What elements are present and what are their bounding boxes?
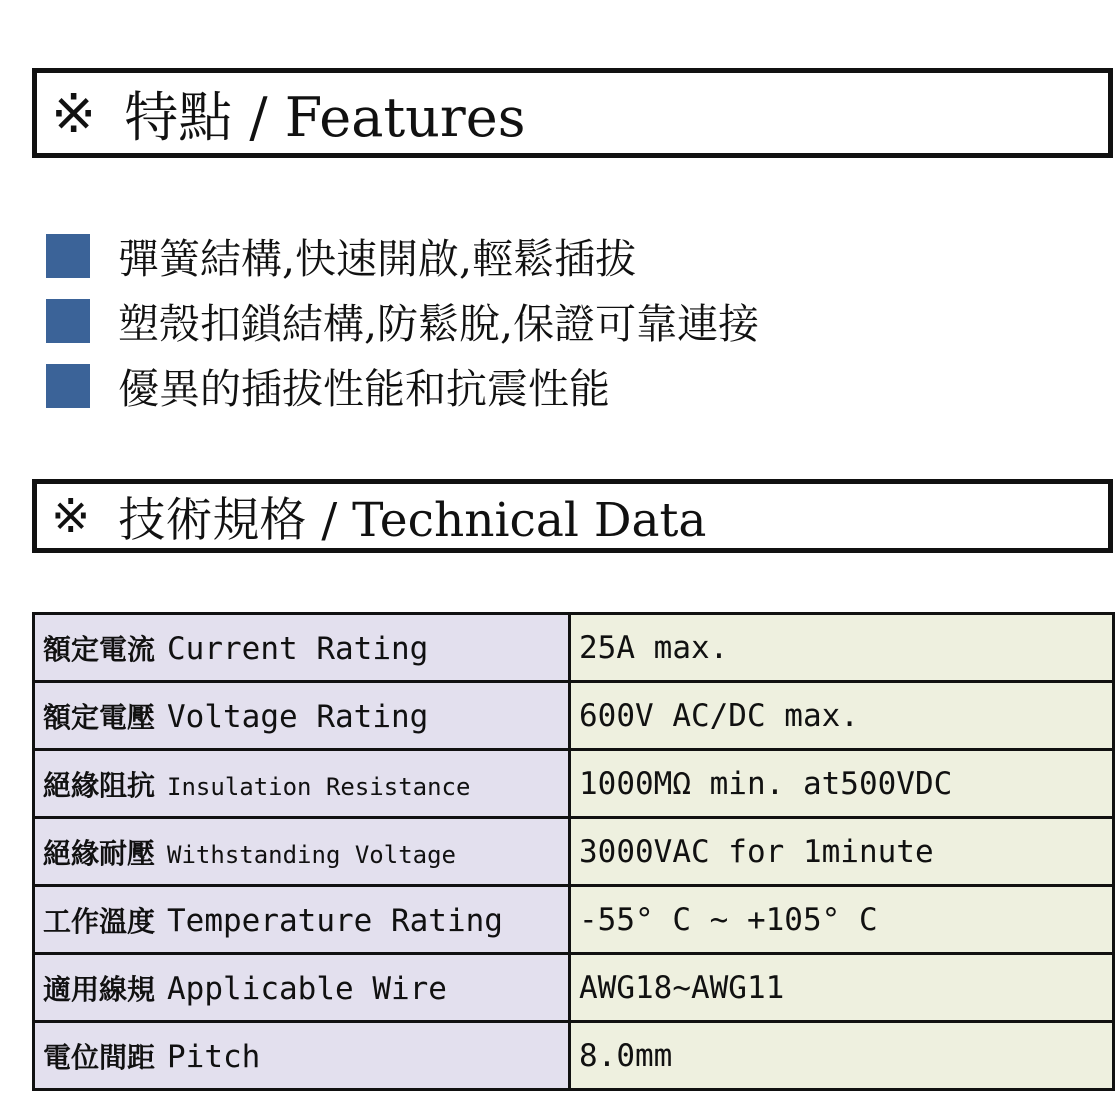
table-row — [34, 886, 1114, 954]
spec-label-cn: 工作溫度 — [43, 904, 156, 938]
spec-label-cell — [34, 1022, 570, 1090]
features-header — [32, 68, 1113, 158]
technical-data-table — [32, 612, 1115, 1091]
spec-label-cell — [34, 750, 570, 818]
spec-label-cell — [34, 614, 570, 682]
spec-label-cell — [34, 954, 570, 1022]
spec-value-cell: 8.0mm — [570, 1022, 1114, 1090]
table-row — [34, 614, 1114, 682]
spec-label-en: Voltage Rating — [167, 698, 429, 735]
spec-label-cn: 額定電壓 — [43, 700, 156, 734]
spec-value-cell: -55° C ~ +105° C — [570, 886, 1114, 954]
spec-label-cn: 絕緣耐壓 — [43, 836, 156, 870]
features-list — [46, 223, 1066, 418]
spec-label-cn: 額定電流 — [43, 632, 156, 666]
spec-value-cell: 600V AC/DC max. — [570, 682, 1114, 750]
feature-text: 優異的插拔性能和抗震性能 — [118, 365, 610, 413]
spec-value-cell: 1000MΩ min. at500VDC — [570, 750, 1114, 818]
spec-value-cell: 25A max. — [570, 614, 1114, 682]
spec-label-cn: 電位間距 — [43, 1040, 156, 1074]
spec-label-cn: 適用線規 — [43, 972, 156, 1006]
spec-label-cn: 絕緣阻抗 — [43, 768, 156, 802]
spec-label-en: Applicable Wire — [167, 970, 447, 1007]
square-bullet-icon — [46, 299, 90, 343]
technical-data-title: 技術規格 / Technical Data — [118, 492, 707, 548]
square-bullet-icon — [46, 234, 90, 278]
table-row — [34, 1022, 1114, 1090]
reference-mark-icon: ※ — [51, 488, 91, 544]
feature-item — [46, 353, 1066, 418]
table-row — [34, 818, 1114, 886]
technical-data-header — [32, 479, 1113, 553]
square-bullet-icon — [46, 364, 90, 408]
spec-label-en: Current Rating — [167, 630, 429, 667]
table-row — [34, 954, 1114, 1022]
feature-item — [46, 288, 1066, 353]
table-row — [34, 750, 1114, 818]
feature-item — [46, 223, 1066, 288]
spec-label-en: Temperature Rating — [167, 902, 503, 939]
feature-text: 塑殼扣鎖結構,防鬆脫,保證可靠連接 — [118, 300, 760, 348]
reference-mark-icon: ※ — [51, 81, 97, 145]
spec-value-cell: AWG18~AWG11 — [570, 954, 1114, 1022]
spec-label-en: Pitch — [167, 1038, 261, 1075]
spec-label-cell — [34, 818, 570, 886]
spec-value-cell: 3000VAC for 1minute — [570, 818, 1114, 886]
features-title: 特點 / Features — [124, 85, 526, 149]
table-row — [34, 682, 1114, 750]
spec-label-cell — [34, 886, 570, 954]
spec-label-cell — [34, 682, 570, 750]
spec-label-en: Insulation Resistance — [167, 772, 471, 801]
spec-label-en: Withstanding Voltage — [167, 840, 456, 869]
feature-text: 彈簧結構,快速開啟,輕鬆插拔 — [118, 235, 637, 283]
